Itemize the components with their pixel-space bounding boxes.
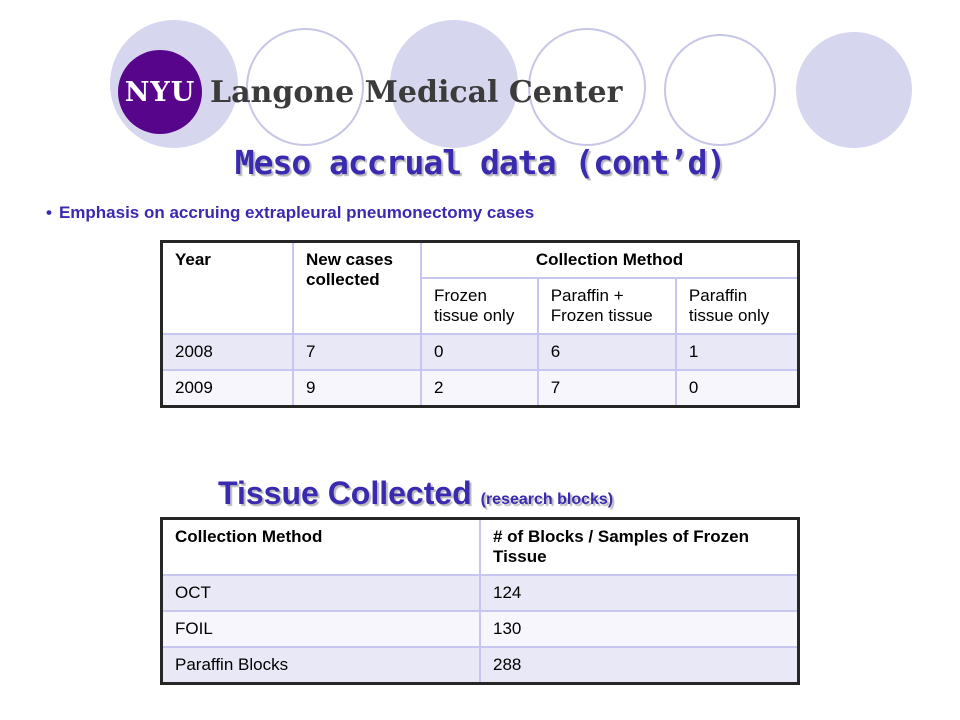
cell-method: FOIL — [162, 611, 481, 647]
tissue-title-sub: (research blocks) — [480, 491, 614, 508]
decor-circle-5 — [664, 34, 776, 146]
table-header-row — [162, 519, 799, 576]
table-header-row — [162, 242, 799, 279]
cell-new-cases: 7 — [293, 334, 421, 370]
cell-year: 2008 — [162, 334, 294, 370]
cell-count: 124 — [480, 575, 799, 611]
header-paraffin-frozen: Paraffin + Frozen tissue — [538, 278, 676, 334]
accrual-table — [160, 240, 800, 408]
logo-center-name: Langone Medical Center — [210, 74, 623, 110]
tissue-collected-title — [218, 475, 613, 512]
cell-count: 288 — [480, 647, 799, 684]
table-row — [162, 334, 799, 370]
cell-method: OCT — [162, 575, 481, 611]
cell-frozen: 0 — [421, 334, 538, 370]
cell-new-cases: 9 — [293, 370, 421, 407]
cell-paraffin: 1 — [676, 334, 799, 370]
logo-badge: NYU — [118, 50, 202, 134]
bullet-point — [46, 203, 534, 223]
bullet-icon: • — [46, 203, 52, 222]
cell-method: Paraffin Blocks — [162, 647, 481, 684]
table-row — [162, 370, 799, 407]
cell-paraffin: 0 — [676, 370, 799, 407]
cell-paraffin-frozen: 6 — [538, 334, 676, 370]
logo — [118, 50, 622, 134]
header-new-cases: New cases collected — [293, 242, 421, 335]
cell-year: 2009 — [162, 370, 294, 407]
tissue-table — [160, 517, 800, 685]
cell-paraffin-frozen: 7 — [538, 370, 676, 407]
header-frozen: Frozen tissue only — [421, 278, 538, 334]
bullet-text: Emphasis on accruing extrapleural pneumonectomy cases — [58, 203, 535, 222]
header-paraffin: Paraffin tissue only — [676, 278, 799, 334]
cell-frozen: 2 — [421, 370, 538, 407]
decor-circle-6 — [796, 32, 912, 148]
tissue-title-main: Tissue Collected — [218, 475, 472, 511]
header-method: Collection Method — [162, 519, 481, 576]
page-title: Meso accrual data (cont’d) — [234, 143, 726, 182]
header-blocks: # of Blocks / Samples of Frozen Tissue — [480, 519, 799, 576]
header-collection-method: Collection Method — [421, 242, 799, 279]
table-row — [162, 575, 799, 611]
cell-count: 130 — [480, 611, 799, 647]
header-year: Year — [162, 242, 294, 335]
table-row — [162, 647, 799, 684]
table-row — [162, 611, 799, 647]
